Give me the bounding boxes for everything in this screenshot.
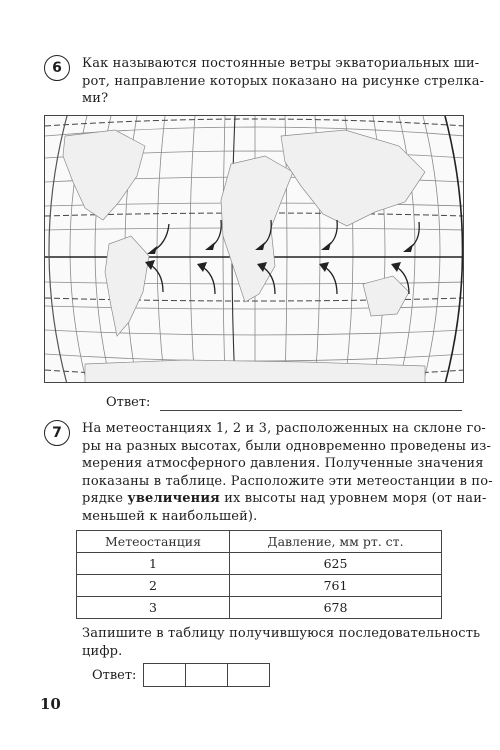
- answer-box-3[interactable]: [227, 663, 270, 687]
- table-cell-pressure: 625: [230, 553, 442, 575]
- table-cell-station: 2: [77, 575, 230, 597]
- question-7-text: [82, 420, 493, 525]
- q6-answer-input-line[interactable]: [160, 410, 462, 411]
- q7-answer-label: Ответ:: [92, 668, 137, 683]
- table-cell-station: 3: [77, 597, 230, 619]
- answer-box-1[interactable]: [143, 663, 186, 687]
- q7-instruction: [82, 625, 481, 660]
- question-7-line-2: ры на разных высотах, были одновременно проведены из-: [82, 438, 492, 454]
- answer-box-2[interactable]: [185, 663, 228, 687]
- question-6-text: [82, 55, 485, 108]
- question-7-line-3: мерения атмосферного давления. Полученные значения: [82, 456, 484, 471]
- q7-instruction-line-2: цифр.: [82, 643, 123, 659]
- q7-text-segment-b: их высоты над уровнем моря (от наи-: [224, 491, 487, 506]
- table-header-pressure: Давление, мм рт. ст.: [230, 531, 442, 553]
- table-row: [77, 597, 442, 619]
- question-6-line-2: рот, направление которых показано на рисунке стрелка-: [82, 73, 485, 89]
- question-number-6: 6: [44, 55, 70, 81]
- table-cell-pressure: 678: [230, 597, 442, 619]
- table-cell-station: 1: [77, 553, 230, 575]
- map-graphic: [45, 116, 464, 383]
- table-header-station: Метеостанция: [77, 531, 230, 553]
- world-map-figure: [44, 115, 464, 383]
- question-6-line-3: ми?: [82, 91, 109, 106]
- arrow-north-4: [325, 220, 337, 248]
- question-7-line-6: меньшей к наибольшей).: [82, 508, 258, 524]
- page-number: 10: [40, 695, 61, 713]
- arrow-north-5: [407, 222, 419, 250]
- question-7-line-5: [82, 490, 487, 508]
- pressure-table: [76, 530, 442, 619]
- question-7-line-4: показаны в таблице. Расположите эти метеостанции в по-: [82, 473, 493, 489]
- q7-emphasis: увеличения: [127, 491, 220, 506]
- table-cell-pressure: 761: [230, 575, 442, 597]
- q7-instruction-line-1: Запишите в таблицу получившуюся последовательность: [82, 626, 481, 641]
- q6-answer-label: Ответ:: [106, 395, 151, 410]
- arrow-north-2: [209, 220, 221, 248]
- table-row: [77, 575, 442, 597]
- question-number-7: 7: [44, 420, 70, 446]
- table-header-row: [77, 531, 442, 553]
- q7-text-segment-a: рядке: [82, 491, 124, 506]
- table-row: [77, 553, 442, 575]
- q7-answer-boxes: [144, 663, 270, 687]
- question-7-line-1: На метеостанциях 1, 2 и 3, расположенных на склоне го-: [82, 421, 486, 436]
- question-6-line-1: Как называются постоянные ветры экваториальных ши-: [82, 56, 480, 71]
